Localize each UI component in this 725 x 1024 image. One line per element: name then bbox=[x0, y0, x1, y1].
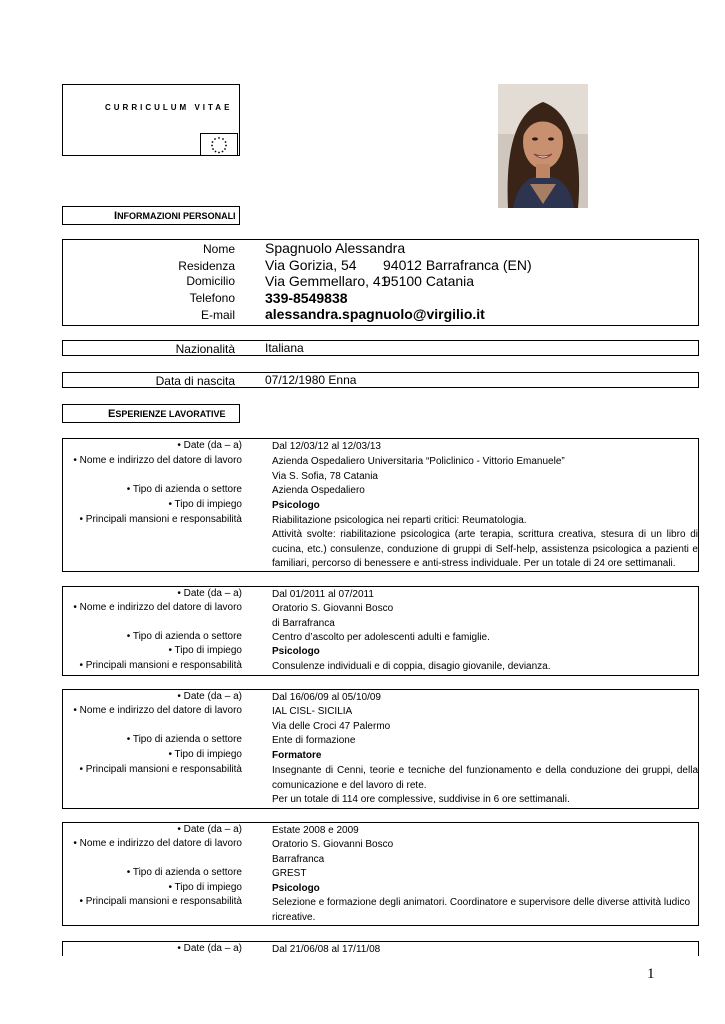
exp1-sector-label: • Tipo di azienda o settore bbox=[126, 484, 242, 495]
phone-value: 339-8549838 bbox=[265, 290, 348, 306]
birth-label: Data di nascita bbox=[155, 374, 235, 388]
exp2-employer-address: di Barrafranca bbox=[272, 618, 335, 629]
exp3-duties-detail: Per un totale di 114 ore complessive, suddivise in 6 ore settimanali. bbox=[272, 794, 570, 805]
exp2-dates: Dal 01/2011 al 07/2011 bbox=[272, 589, 374, 600]
exp3-jobtype-label: • Tipo di impiego bbox=[168, 749, 242, 760]
domicile-city: 95100 Catania bbox=[383, 273, 475, 289]
exp4-employer-name: Oratorio S. Giovanni Bosco bbox=[272, 839, 394, 850]
birth-value: 07/12/1980 Enna bbox=[265, 373, 357, 387]
exp3-employer-label: • Nome e indirizzo del datore di lavoro bbox=[73, 705, 242, 716]
nationality-value: Italiana bbox=[265, 341, 304, 355]
exp4-dates-label: • Date (da – a) bbox=[177, 824, 242, 835]
exp3-dates: Dal 16/06/09 al 05/10/09 bbox=[272, 692, 381, 703]
exp2-duties: Consulenze individuali e di coppia, disagio giovanile, devianza. bbox=[272, 661, 551, 672]
eu-flag-icon bbox=[200, 133, 238, 156]
exp2-jobtype-label: • Tipo di impiego bbox=[168, 645, 242, 656]
profile-photo bbox=[498, 84, 588, 208]
page-number: 1 bbox=[647, 966, 655, 982]
exp3-sector: Ente di formazione bbox=[272, 735, 356, 746]
nationality-label: Nazionalità bbox=[175, 342, 235, 356]
section-experience-title: ESPERIENZE LAVORATIVE bbox=[108, 408, 226, 420]
exp4-jobtype-label: • Tipo di impiego bbox=[168, 882, 242, 893]
exp4-duties: Selezione e formazione degli animatori. Coordinatore e supervisore delle diverse attività ludico ricreative. bbox=[272, 897, 691, 923]
exp2-employer-label: • Nome e indirizzo del datore di lavoro bbox=[73, 602, 242, 613]
exp3-duties-label: • Principali mansioni e responsabilità bbox=[79, 764, 242, 775]
exp4-employer-label: • Nome e indirizzo del datore di lavoro bbox=[73, 838, 242, 849]
exp1-duties-label: • Principali mansioni e responsabilità bbox=[79, 514, 242, 525]
residence-street: Via Gorizia, 54 bbox=[265, 257, 357, 273]
phone-label: Telefono bbox=[189, 291, 235, 305]
email-label: E-mail bbox=[200, 308, 235, 322]
domicile-street: Via Gemmellaro, 41 bbox=[265, 273, 389, 289]
exp3-duties: Insegnante di Cenni, teorie e tecniche del funzionamento e della conduzione dei gruppi, della comunicazione e del lavoro di rete. bbox=[272, 765, 698, 791]
exp3-employer-name: IAL CISL- SICILIA bbox=[272, 706, 353, 717]
exp5-dates-label: • Date (da – a) bbox=[177, 943, 242, 954]
exp1-duties: Riabilitazione psicologica nei reparti critici: Reumatologia. bbox=[272, 515, 527, 526]
exp1-dates-label: • Date (da – a) bbox=[177, 440, 242, 451]
exp3-employer-address: Via delle Croci 47 Palermo bbox=[272, 721, 391, 732]
exp1-employer-name: Azienda Ospedaliero Universitaria “Policlinico - Vittorio Emanuele” bbox=[272, 456, 565, 467]
exp3-jobtype: Formatore bbox=[272, 750, 322, 761]
residence-city: 94012 Barrafranca (EN) bbox=[383, 257, 532, 273]
exp2-sector-label: • Tipo di azienda o settore bbox=[126, 631, 242, 642]
exp4-duties-label: • Principali mansioni e responsabilità bbox=[79, 896, 242, 907]
name-label: Nome bbox=[202, 242, 235, 256]
exp2-duties-label: • Principali mansioni e responsabilità bbox=[79, 660, 242, 671]
exp1-sector: Azienda Ospedaliero bbox=[272, 485, 365, 496]
exp2-dates-label: • Date (da – a) bbox=[177, 588, 242, 599]
exp3-dates-label: • Date (da – a) bbox=[177, 691, 242, 702]
domicile-label: Domicilio bbox=[186, 274, 235, 288]
exp1-duties-detail: Attività svolte: riabilitazione psicologica (arte terapia, scrittura creativa, stesura di un libro di cucina, etc.) consulenze, conduzione di gruppi di Self-help, assistenza psicologica a pazienti e familiari, percorso di benessere e anti-stress individuale. Per un totale di 24 ore settimanali. bbox=[272, 529, 698, 570]
exp1-jobtype-label: • Tipo di impiego bbox=[168, 499, 242, 510]
exp2-employer-name: Oratorio S. Giovanni Bosco bbox=[272, 603, 394, 614]
section-personal-title: INFORMAZIONI PERSONALI bbox=[114, 210, 236, 222]
email-value[interactable]: alessandra.spagnuolo@virgilio.it bbox=[265, 306, 485, 322]
residence-label: Residenza bbox=[178, 259, 235, 273]
exp2-jobtype: Psicologo bbox=[272, 646, 320, 657]
exp5-dates: Dal 21/06/08 al 17/11/08 bbox=[272, 944, 381, 955]
exp1-jobtype: Psicologo bbox=[272, 500, 320, 511]
exp1-employer-address: Via S. Sofia, 78 Catania bbox=[272, 471, 378, 482]
exp4-sector: GREST bbox=[272, 868, 307, 879]
exp2-sector: Centro d’ascolto per adolescenti adulti e famiglie. bbox=[272, 632, 490, 643]
exp4-employer-address: Barrafranca bbox=[272, 854, 325, 865]
exp3-sector-label: • Tipo di azienda o settore bbox=[126, 734, 242, 745]
exp4-sector-label: • Tipo di azienda o settore bbox=[126, 867, 242, 878]
exp1-dates: Dal 12/03/12 al 12/03/13 bbox=[272, 441, 381, 452]
name-value: Spagnuolo Alessandra bbox=[265, 240, 406, 256]
exp4-jobtype: Psicologo bbox=[272, 883, 320, 894]
cv-title: CURRICULUM VITAE bbox=[105, 103, 233, 112]
exp1-employer-label: • Nome e indirizzo del datore di lavoro bbox=[73, 455, 242, 466]
exp4-dates: Estate 2008 e 2009 bbox=[272, 825, 359, 836]
